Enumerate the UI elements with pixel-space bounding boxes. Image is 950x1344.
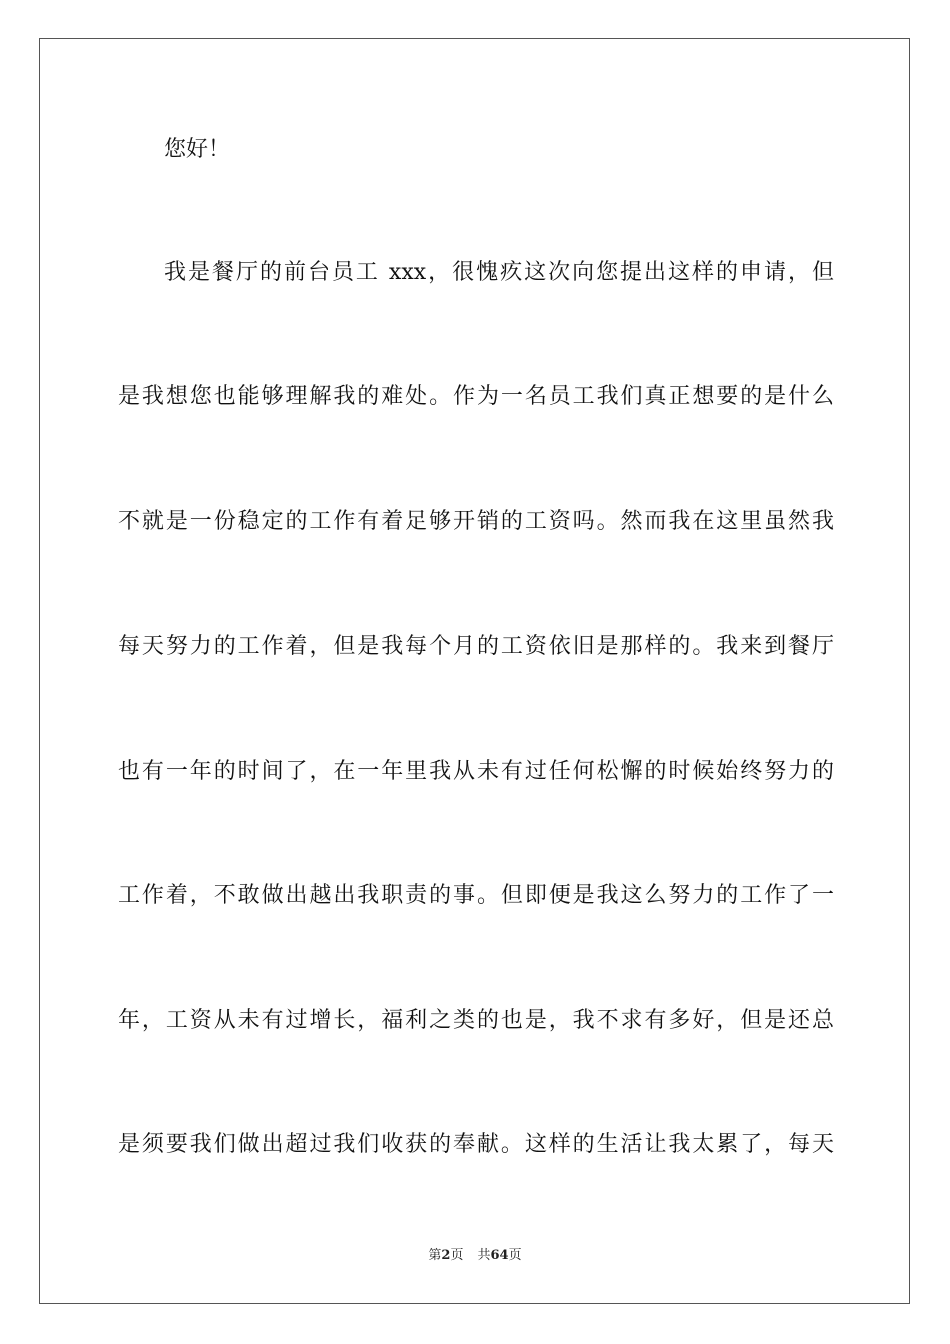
body-line-1: 我是餐厅的前台员工 xxx，很愧疚这次向您提出这样的申请，但: [164, 260, 834, 285]
body-line-7: 年，工资从未有过增长，福利之类的也是，我不求有多好，但是还总: [118, 1008, 834, 1033]
page-footer: [0, 1247, 950, 1265]
total-pages: 64: [490, 1248, 509, 1263]
total-suffix: 页: [508, 1248, 522, 1263]
total-prefix: 共: [477, 1248, 491, 1263]
page-border: [39, 38, 910, 1304]
body-line-5: 也有一年的时间了，在一年里我从未有过任何松懈的时候始终努力的: [118, 759, 834, 784]
page-prefix: 第: [428, 1248, 442, 1263]
page-number: 2: [441, 1248, 451, 1263]
salutation: 您好！: [164, 137, 231, 162]
body-line-3: 不就是一份稳定的工作有着足够开销的工资吗。然而我在这里虽然我: [118, 509, 834, 534]
body-line-4: 每天努力的工作着，但是我每个月的工资依旧是那样的。我来到餐厅: [118, 634, 834, 659]
page-suffix: 页: [450, 1248, 464, 1263]
body-line-8: 是须要我们做出超过我们收获的奉献。这样的生活让我太累了，每天: [118, 1132, 834, 1157]
body-line-6: 工作着，不敢做出越出我职责的事。但即便是我这么努力的工作了一: [118, 883, 834, 908]
body-line-2: 是我想您也能够理解我的难处。作为一名员工我们真正想要的是什么: [118, 384, 834, 409]
